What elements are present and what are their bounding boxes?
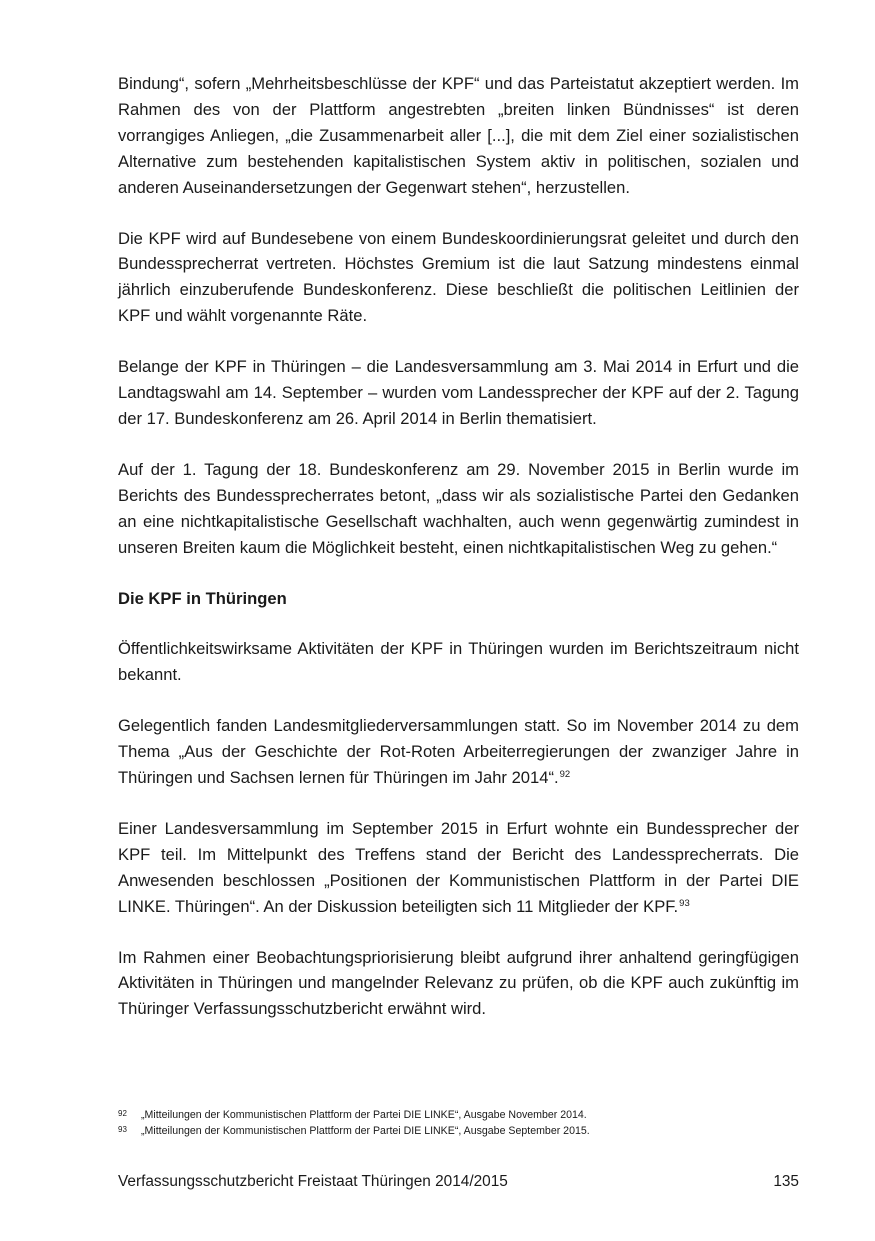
paragraph-aktivitaeten: Öffentlichkeitswirksame Aktivitäten der KPF in Thüringen wurden im Berichtszeitraum nicht bekannt. <box>118 639 799 685</box>
paragraph-belange: Belange der KPF in Thüringen – die Landesversammlung am 3. Mai 2014 in Erfurt und die Landtagswahl am 14. September – wurden vom Landessprecher der KPF auf der 2. Tagung der 17. Bundeskonferenz am 26. April 2014 in Berlin thematisiert. <box>118 357 799 428</box>
footnote-number: 92 <box>118 1109 127 1118</box>
footnote-93 <box>118 1124 799 1140</box>
page-footer <box>118 1171 799 1193</box>
section-heading: Die KPF in Thüringen <box>118 588 287 608</box>
footnote-92 <box>118 1108 799 1124</box>
paragraph-beobachtung: Im Rahmen einer Beobachtungspriorisierung bleibt aufgrund ihrer anhaltend geringfügigen Aktivitäten in Thüringen und mangelnder Relevanz zu prüfen, ob die KPF auch zukünftig im Thüringer Verfassungsschutzbericht erwähnt wird. <box>118 947 799 1019</box>
footnote-text: „Mitteilungen der Kommunistischen Plattform der Partei DIE LINKE“, Ausgabe September 2015. <box>141 1124 590 1137</box>
paragraph-bindung: Bindung“, sofern „Mehrheitsbeschlüsse der KPF“ und das Parteistatut akzeptiert werden. Im Rahmen des von der Plattform angestrebten „breiten linken Bündnisses“ ist deren vorrangiges Anliegen, „die Zusammenarbeit aller [...], die mit dem Ziel einer sozialistischen Alternative zum bestehenden kapitalistischen System aktiv in politischen, sozialen und anderen Auseinandersetzungen der Gegenwart stehen“, herzustellen. <box>118 74 799 197</box>
footnote-text: „Mitteilungen der Kommunistischen Plattform der Partei DIE LINKE“, Ausgabe November 2014. <box>141 1109 587 1121</box>
footer-title: Verfassungsschutzbericht Freistaat Thüringen 2014/2015 <box>118 1173 508 1190</box>
page-number: 135 <box>773 1173 799 1190</box>
paragraph-text: Einer Landesversammlung im September 2015 in Erfurt wohnte ein Bundessprecher der KPF teil. Im Mittelpunkt des Treffens stand der Bericht des Landessprecherrats. Die Anwesenden beschlossen „Positionen der Kommunistischen Plattform in der Partei DIE LINKE. Thüringen“. An der Diskussion beteiligten sich 11 Mitglieder der KPF. <box>118 818 799 916</box>
footnote-number: 93 <box>118 1124 127 1134</box>
footnote-ref-92[interactable]: 92 <box>559 769 571 781</box>
paragraph-landesversammlung <box>118 816 799 920</box>
paragraph-text: Gelegentlich fanden Landesmitgliederversammlungen statt. So im November 2014 zu dem Thema „Aus der Geschichte der Rot-Roten Arbeiterregierungen der zwanziger Jahre in Thüringen und Sachsen lernen für Thüringen im Jahr 2014“. <box>118 716 799 788</box>
paragraph-landesmitgliederversammlungen <box>118 713 799 791</box>
paragraph-bundeskonferenz: Auf der 1. Tagung der 18. Bundeskonferenz am 29. November 2015 in Berlin wurde im Berichts des Bundessprecherrates betont, „dass wir als sozialistische Partei den Gedanken an eine nichtkapitalistische Gesellschaft wachhalten, auch wenn gegenwärtig zumindest in unseren Breiten kaum die Möglichkeit besteht, einen nichtkapitalistischen Weg zu gehen.“ <box>118 459 799 557</box>
paragraph-bundesebene: Die KPF wird auf Bundesebene von einem Bundeskoordinierungsrat geleitet und durch den Bundessprecherrat vertreten. Höchstes Gremium ist die laut Satzung mindestens einmal jährlich einzuberufende Bundeskonferenz. Diese beschließt die politischen Leitlinien der KPF und wählt vorgenannte Räte. <box>118 228 799 326</box>
footnotes <box>118 1108 799 1139</box>
page-body <box>118 71 799 1047</box>
footnote-ref-93[interactable]: 93 <box>679 897 690 909</box>
